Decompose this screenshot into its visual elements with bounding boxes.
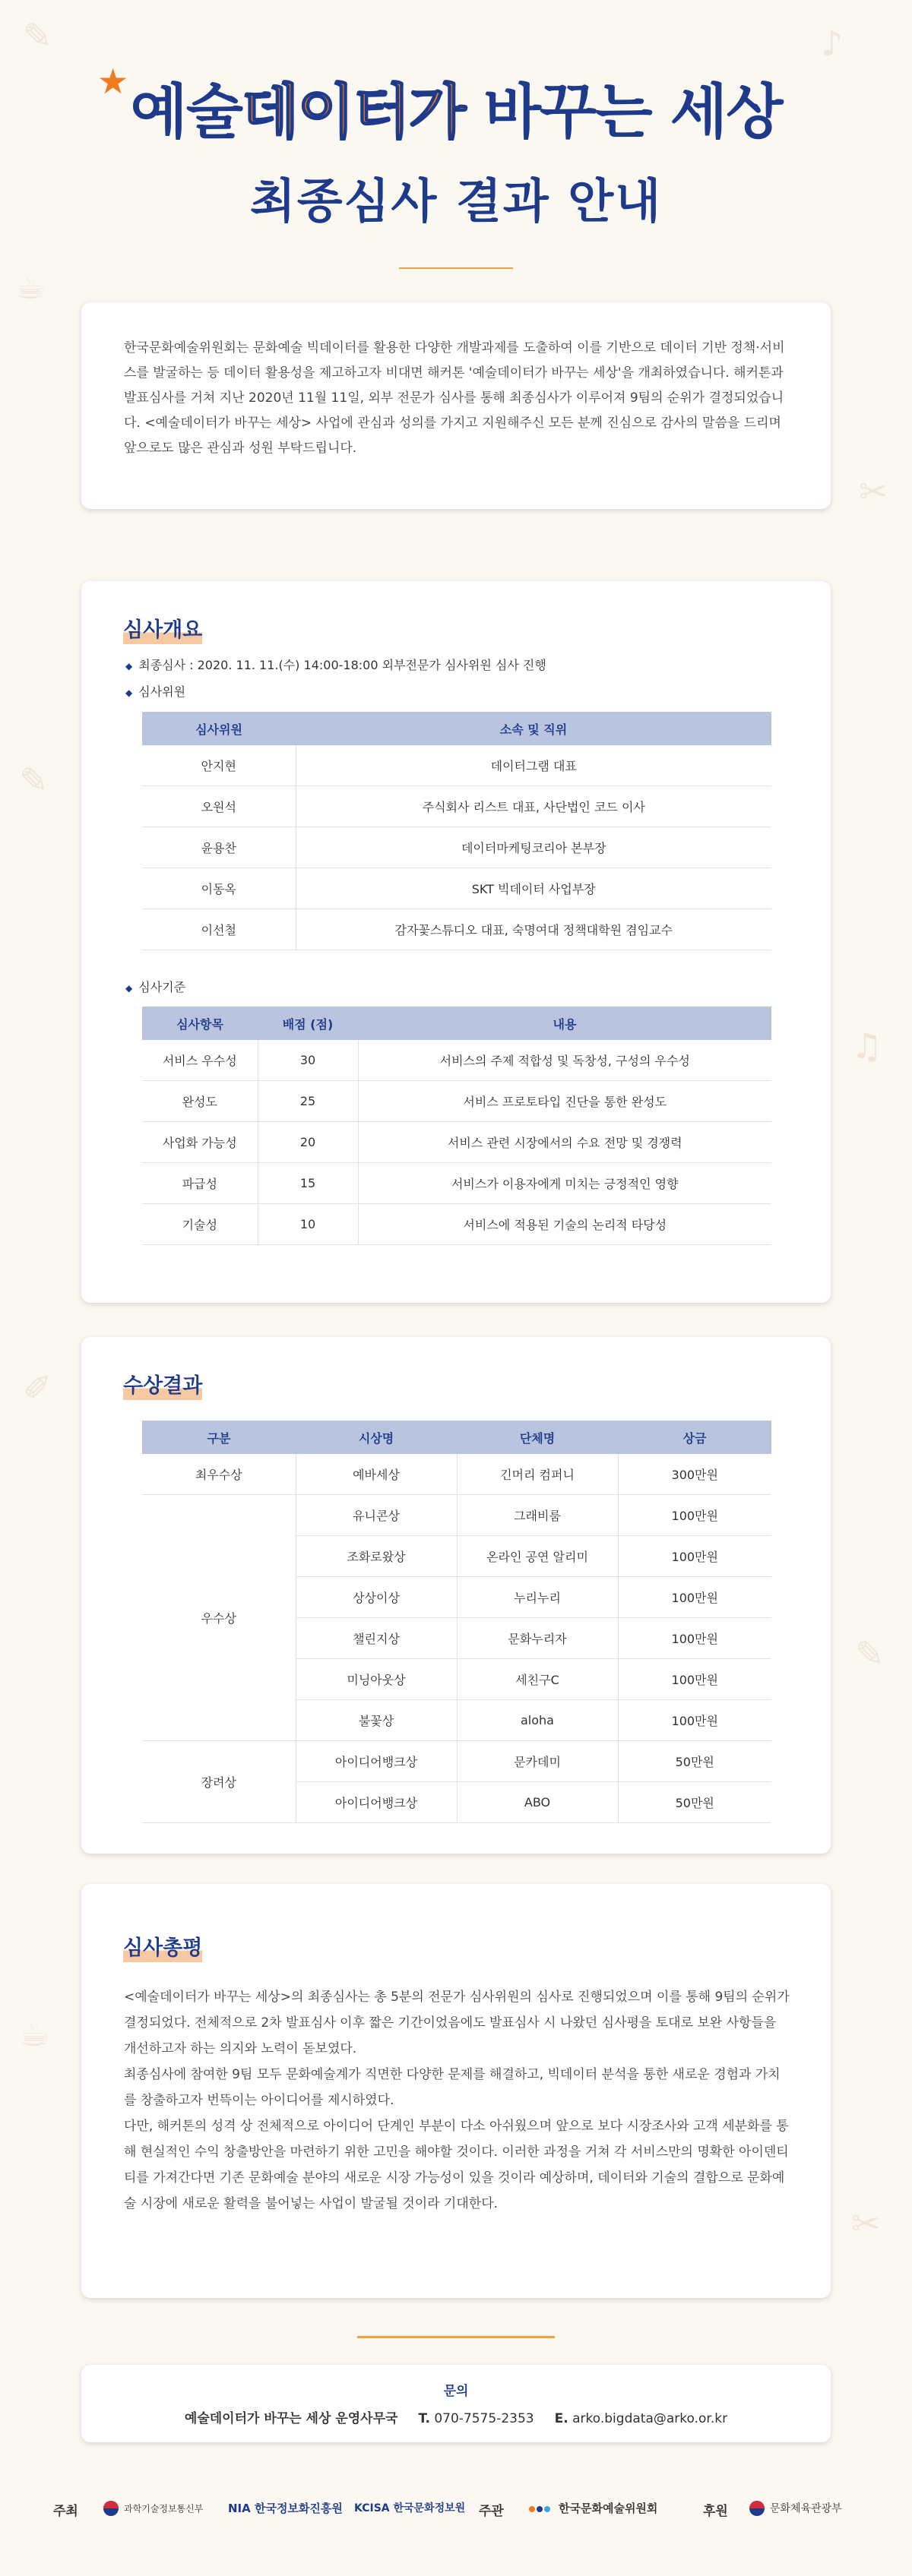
judge-affiliation: SKT 빅데이터 사업부장 [296,868,771,909]
judge-name: 오원석 [142,786,296,827]
table-row [142,1741,771,1782]
sponsor-name: 한국문화예술위원회 [559,2502,658,2515]
review-paragraph: <예술데이터가 바꾸는 세상>의 최종심사는 총 5분의 전문가 심사위원의 심사로 진행되었으며 이를 통해 9팀의 순위가 결정되었다. 전체적으로 2차 발표심사 이후 짧은 기간이었음에도 발표심사 시 나왔던 심사평을 토대로 보완 사항들을 개선하고자 하는 의지와 노력이 돋보였다. [124,1990,790,2056]
column-header: 심사항목 [142,1007,258,1040]
review-body [124,1984,793,2217]
judge-name: 이선철 [142,909,296,950]
criteria-item: 파급성 [142,1163,258,1204]
title-part: 예술 [130,78,242,147]
team-name: aloha [457,1700,618,1741]
column-header: 시상명 [296,1421,457,1454]
judges-label: 심사위원 [138,684,186,699]
background-doodle-icon: ☕ [19,2013,51,2054]
intro-card [81,302,831,509]
support-label: 후원 [703,2504,728,2519]
title-part: 데이터가 [242,78,465,147]
criteria-label: 심사기준 [138,980,186,994]
prize-amount: 100만원 [618,1536,771,1577]
page-header [0,0,912,273]
criteria-item: 서비스 우수성 [142,1040,258,1081]
title-part: 세상 [670,78,782,147]
arko-logo-icon [528,2502,554,2516]
criteria-score: 30 [258,1040,358,1081]
sponsor-name: NIA 한국정보화진흥원 [228,2502,343,2515]
intro-text: 한국문화예술위원회는 문화예술 빅데이터를 활용한 다양한 개발과제를 도출하여 이를 기반으로 데이터 기반 정책·서비스를 발굴하는 등 데이터 활용성을 제고하고자 비대면 해커톤 '예술데이터가 바꾸는 세상'을 개최하였습니다. 해커톤과 발표심사를 거쳐 지난 2020년 11월 11일, 외부 전문가 심사를 통해 최종심사가 이루어져 9팀의 순위가 결정되었습니다. <예술데이터가 바꾸는 세상> 사업에 관심과 성의를 가지고 지원해주신 모든 분께 진심으로 감사의 말씀을 드리며 앞으로도 많은 관심과 성원 부탁드립니다. [124,340,785,456]
team-name: 긴머리 컴퍼니 [457,1454,618,1495]
award-category: 최우수상 [142,1454,296,1495]
background-doodle-icon: ✎ [23,15,52,56]
criteria-label-line [125,978,185,995]
review-paragraph: 다만, 해커톤의 성격 상 전체적으로 아이디어 단계인 부분이 다소 아쉬웠으며 앞으로 보다 시장조사와 고객 세분화를 통해 현실적인 수익 창출방안을 마련하기 위한 고민을 해야할 것이다. 이러한 과정을 거쳐 각 서비스만의 명확한 아이덴티티를 가져간다면 기존 문화예술 분야의 새로운 시장 가능성이 있을 것이라 예상하며, 데이터와 기술의 결합으로 문화예술 시장에 새로운 활력을 불어넣는 사업이 발굴될 것이라 기대한다. [124,2119,789,2211]
criteria-item: 사업화 가능성 [142,1122,258,1163]
column-header: 소속 및 직위 [296,712,771,745]
taegeuk-icon [103,2500,119,2517]
divider [399,267,513,269]
judge-name: 윤용찬 [142,827,296,868]
prize-amount: 100만원 [618,1618,771,1659]
prize-amount: 100만원 [618,1577,771,1618]
review-card [81,1884,831,2298]
contact-email[interactable]: arko.bigdata@arko.or.kr [572,2411,728,2426]
organizer-label: 주관 [479,2504,504,2519]
team-name: 온라인 공연 알리미 [457,1536,618,1577]
column-header: 상금 [618,1421,771,1454]
taegeuk-icon [749,2500,765,2517]
criteria-desc: 서비스 프로토타입 진단을 통한 완성도 [358,1081,771,1122]
sponsors-footer [0,2473,912,2541]
section-title: 수상결과 [123,1369,202,1400]
page-subtitle: 최종심사 결과 안내 [249,173,663,229]
contact-line [81,2407,831,2426]
background-doodle-icon: ✎ [19,760,49,801]
team-name: 누리누리 [457,1577,618,1618]
prize-amount: 300만원 [618,1454,771,1495]
award-name: 상상이상 [296,1577,457,1618]
table-row [142,909,771,950]
criteria-score: 15 [258,1163,358,1204]
award-name: 미닝아웃상 [296,1659,457,1700]
diamond-bullet-icon: ◆ [125,983,133,994]
table-row [142,745,771,786]
table-row [142,786,771,827]
sponsor-logo [749,2500,842,2517]
background-doodle-icon: ✎ [855,1633,885,1674]
review-paragraph: 최종심사에 참여한 9팀 모두 문화예술계가 직면한 다양한 문제를 해결하고, 빅데이터 분석을 통한 새로운 경험과 가치를 창출하고자 번뜩이는 아이디어를 제시하였다. [124,2067,781,2108]
judge-affiliation: 데이터마케팅코리아 본부장 [296,827,771,868]
award-name: 불꽃상 [296,1700,457,1741]
award-name: 아이디어뱅크상 [296,1741,457,1782]
prize-amount: 100만원 [618,1495,771,1536]
table-row [142,1040,771,1081]
team-name: 세친구C [457,1659,618,1700]
team-name: 문화누리자 [457,1618,618,1659]
diamond-bullet-icon: ◆ [125,661,133,672]
criteria-table [142,1007,771,1245]
table-row [142,1122,771,1163]
background-doodle-icon: ♪ [821,23,844,64]
criteria-desc: 서비스 관련 시장에서의 수요 전망 및 경쟁력 [358,1122,771,1163]
team-name: ABO [457,1782,618,1823]
schedule-line [125,656,546,673]
column-header: 단체명 [457,1421,618,1454]
background-doodle-icon: ✂ [859,471,888,512]
sponsor-logo [228,2500,343,2516]
results-table [142,1421,771,1823]
section-title: 심사총평 [123,1931,202,1962]
award-category: 우수상 [142,1495,296,1741]
award-name: 아이디어뱅크상 [296,1782,457,1823]
title-part: 바꾸는 [483,78,651,147]
results-card [81,1337,831,1854]
sponsor-logo [354,2500,465,2515]
background-doodle-icon: ☕ [15,266,47,307]
award-category: 장려상 [142,1741,296,1823]
criteria-item: 기술성 [142,1204,258,1245]
sponsor-logo [103,2500,203,2517]
diamond-bullet-icon: ◆ [125,687,133,698]
prize-amount: 100만원 [618,1700,771,1741]
prize-amount: 50만원 [618,1741,771,1782]
criteria-desc: 서비스가 이용자에게 미치는 긍정적인 영향 [358,1163,771,1204]
criteria-score: 25 [258,1081,358,1122]
contact-label: 문의 [443,2384,469,2399]
prize-amount: 100만원 [618,1659,771,1700]
column-header: 배점 (점) [258,1007,358,1040]
sponsor-logo [528,2500,657,2516]
section-title: 심사개요 [123,613,202,644]
table-row [142,1204,771,1245]
column-header: 구분 [142,1421,296,1454]
table-row [142,1495,771,1536]
judges-table [142,712,771,950]
criteria-desc: 서비스의 주제 적합성 및 독창성, 구성의 우수성 [358,1040,771,1081]
sponsor-name: 문화체육관광부 [770,2502,842,2515]
email-label: E. [554,2411,568,2426]
team-name: 문카데미 [457,1741,618,1782]
divider [357,2336,555,2338]
criteria-item: 완성도 [142,1081,258,1122]
sponsor-name: 과학기술정보통신부 [124,2503,204,2514]
table-header-row [142,712,771,745]
tel-label: T. [418,2411,430,2426]
background-doodle-icon: ✐ [23,1367,52,1408]
page-title [0,65,912,150]
overview-card [81,581,831,1303]
table-header-row [142,1421,771,1454]
background-doodle-icon: ✂ [851,2203,881,2244]
sponsor-name: KCISA 한국문화정보원 [354,2502,466,2514]
judge-affiliation: 감자꽃스튜디오 대표, 숙명여대 정책대학원 겸임교수 [296,909,771,950]
criteria-desc: 서비스에 적용된 기술의 논리적 타당성 [358,1204,771,1245]
criteria-score: 20 [258,1122,358,1163]
background-doodle-icon: ♫ [851,1026,883,1067]
table-row [142,868,771,909]
judge-affiliation: 데이터그램 대표 [296,745,771,786]
host-label: 주최 [53,2504,78,2519]
award-name: 예바세상 [296,1454,457,1495]
column-header: 심사위원 [142,712,296,745]
contact-tel[interactable]: 070-7575-2353 [434,2411,534,2426]
judges-label-line [125,682,185,700]
award-name: 조화로왔상 [296,1536,457,1577]
table-row [142,1163,771,1204]
contact-card [81,2365,831,2442]
team-name: 그래비룸 [457,1495,618,1536]
star-icon: ★ [97,61,129,102]
table-row [142,1454,771,1495]
judge-name: 안지현 [142,745,296,786]
criteria-score: 10 [258,1204,358,1245]
award-name: 챌린지상 [296,1618,457,1659]
table-row [142,827,771,868]
judge-name: 이동옥 [142,868,296,909]
prize-amount: 50만원 [618,1782,771,1823]
contact-org: 예술데이터가 바꾸는 세상 운영사무국 [184,2411,398,2426]
table-row [142,1081,771,1122]
table-header-row [142,1007,771,1040]
judge-affiliation: 주식회사 리스트 대표, 사단법인 코드 이사 [296,786,771,827]
award-name: 유니콘상 [296,1495,457,1536]
column-header: 내용 [358,1007,771,1040]
schedule-text: 최종심사 : 2020. 11. 11.(수) 14:00-18:00 외부전문가 심사위원 심사 진행 [138,658,546,672]
